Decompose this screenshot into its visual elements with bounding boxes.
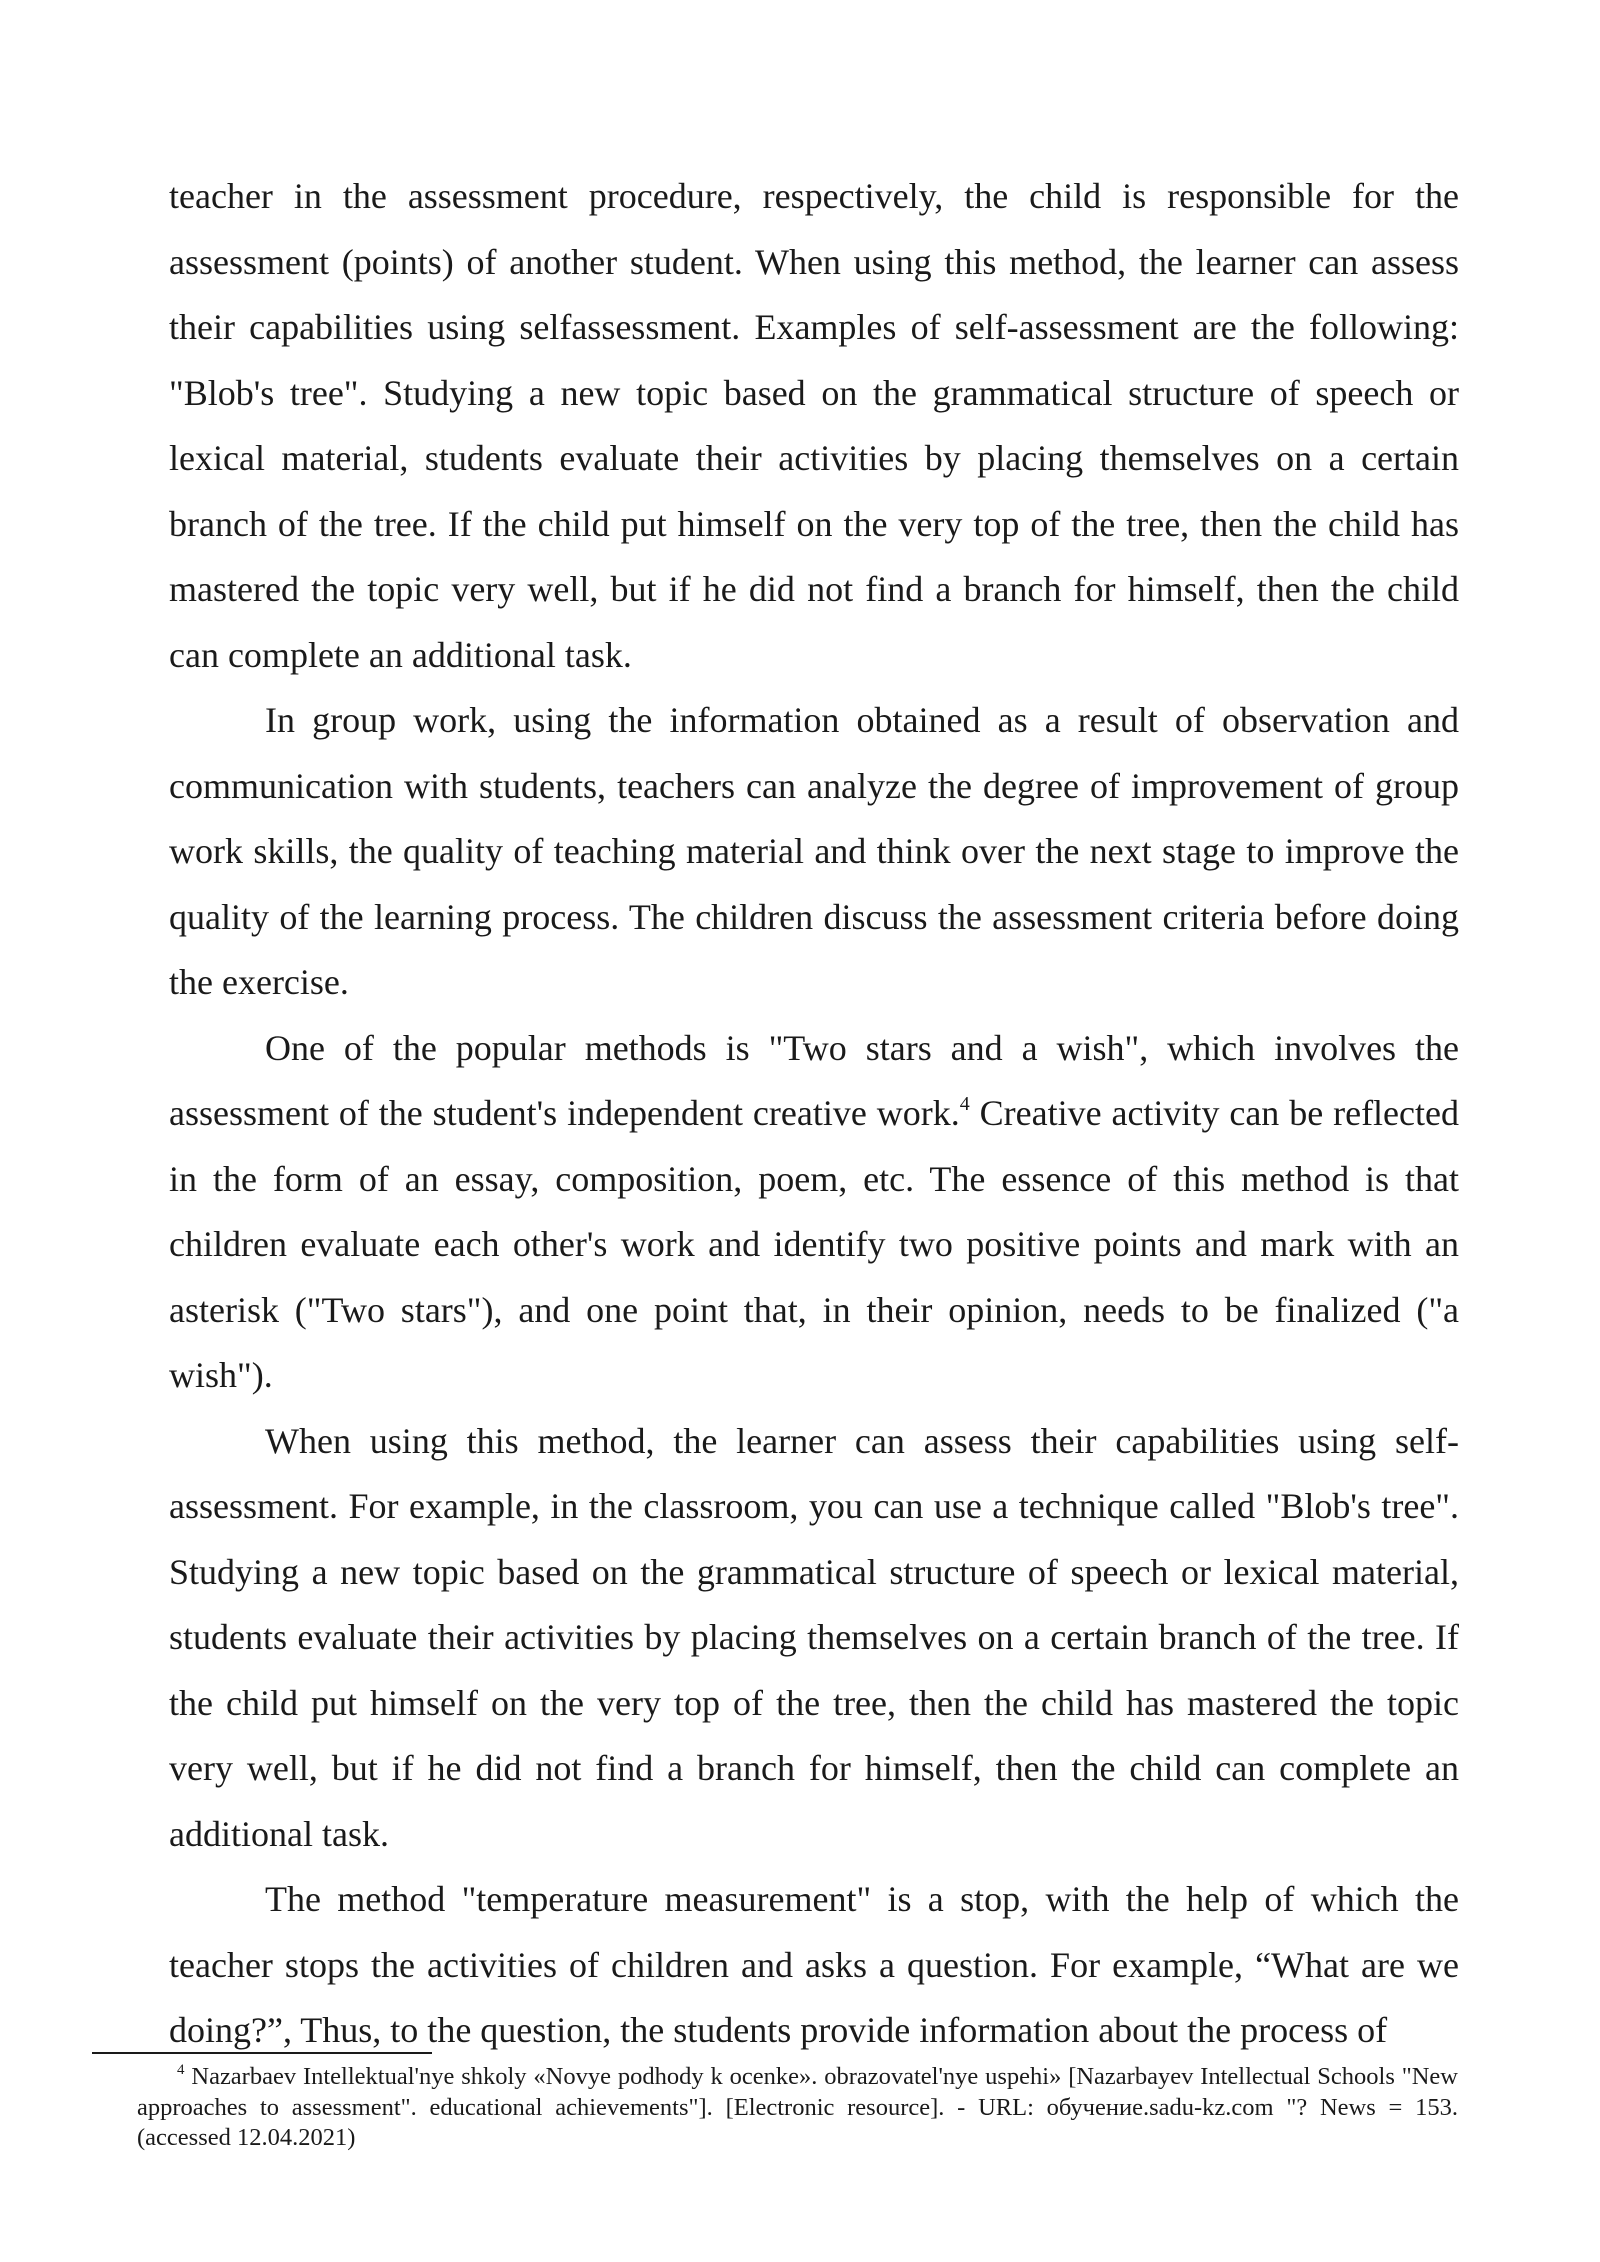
body-text [169,164,1459,2064]
paragraph-1: teacher in the assessment procedure, respectively, the child is responsible for the assessment (points) of another student. When using this method, the learner can assess their capabilities using selfassessment. Examples of self-assessment are the following: "Blob's tree". Studying a new topic based on the grammatical structure of speech or lexical material, students evaluate their activities by placing themselves on a certain branch of the tree. If the child put himself on the very top of the tree, then the child has mastered the topic very well, but if he did not find a branch for himself, then the child can complete an additional task. [169,176,1459,675]
paragraph-3-text-after-ref: Creative activity can be reflected in the form of an essay, composition, poem, etc. The essence of this method is that children evaluate each other's work and identify two positive points and mark with an asterisk ("Two stars"), and one point that, in their opinion, needs to be finalized ("a wish"). [169,1093,1459,1395]
footnote-reference: 4 [959,1093,970,1115]
footnote-separator [92,2052,432,2054]
paragraph-4: When using this method, the learner can assess their capabilities using self-assessment. For example, in the classroom, you can use a technique called "Blob's tree". Studying a new topic based on the grammatical structure of speech or lexical material, students evaluate their activities by placing themselves on a certain branch of the tree. If the child put himself on the very top of the tree, then the child has mastered the topic very well, but if he did not find a branch for himself, then the child can complete an additional task. [169,1420,1459,1854]
paragraph-3-text-before-ref: One of the popular methods is "Two stars and a wish", which involves the assessment of the student's independent creative work. [169,1027,1459,1133]
paragraph-2: In group work, using the information obtained as a result of observation and communication with students, teachers can analyze the degree of improvement of group work skills, the quality of teaching material and think over the next stage to improve the quality of the learning process. The children discuss the assessment criteria before doing the exercise. [169,700,1459,1002]
footnote [137,2062,1458,2154]
footnote-text: Nazarbaev Intellektual'nye shkoly «Novye podhody k ocenke». obrazovatel'nye uspehi» [Nazarbayev Intellectual Schools "New approaches to assessment". educational achievements"]. [Electronic resource]. - URL: обучение.sadu-kz.com "? News = 153. (accessed 12.04.2021) [137,2063,1458,2151]
paragraph-3 [169,1016,1459,1409]
footnote-number: 4 [177,2062,185,2078]
paragraph-5: The method "temperature measurement" is a stop, with the help of which the teacher stops the activities of children and asks a question. For example, “What are we doing?”, Thus, to the question, the students provide information about the process of [169,1879,1459,2050]
